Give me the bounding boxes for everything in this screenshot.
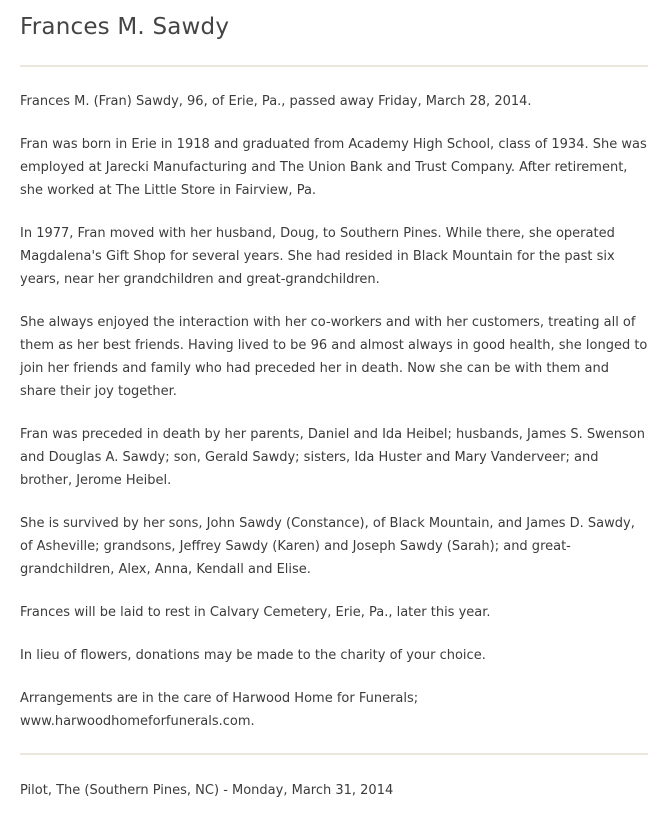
obituary-paragraph: She always enjoyed the interaction with her co-workers and with her customers, treating all of them as her best friends. Having lived to be 96 and almost always in good health, she longed to join her friends and family who had preceded her in death. Now she can be with them and share their joy together. bbox=[20, 315, 648, 399]
obituary-paragraph: She is survived by her sons, John Sawdy (Constance), of Black Mountain, and James D. Sawdy, of Asheville; grandsons, Jeffrey Sawdy (Karen) and Joseph Sawdy (Sarah); and great-grandchildren, Alex, Anna, Kendall and Elise. bbox=[20, 516, 635, 577]
article-body bbox=[20, 90, 648, 733]
obituary-paragraph: Arrangements are in the care of Harwood Home for Funerals; www.harwoodhomeforfunerals.com. bbox=[20, 691, 419, 729]
source-attribution: Pilot, The (Southern Pines, NC) - Monday, March 31, 2014 bbox=[20, 783, 394, 798]
obituary-paragraph: Fran was born in Erie in 1918 and graduated from Academy High School, class of 1934. She was employed at Jarecki Manufacturing and The Union Bank and Trust Company. After retirement, she worked at The Little Store in Fairview, Pa. bbox=[20, 137, 647, 198]
obituary-paragraph: In lieu of flowers, donations may be made to the charity of your choice. bbox=[20, 648, 486, 663]
bottom-divider bbox=[20, 753, 648, 755]
page-title: Frances M. Sawdy bbox=[20, 14, 230, 40]
obituary-paragraph: Frances M. (Fran) Sawdy, 96, of Erie, Pa., passed away Friday, March 28, 2014. bbox=[20, 94, 532, 109]
obituary-paragraph: Fran was preceded in death by her parents, Daniel and Ida Heibel; husbands, James S. Swenson and Douglas A. Sawdy; son, Gerald Sawdy; sisters, Ida Huster and Mary Vanderveer; and brother, Jerome Heibel. bbox=[20, 427, 645, 488]
obituary-paragraph: In 1977, Fran moved with her husband, Doug, to Southern Pines. While there, she operated Magdalena's Gift Shop for several years. She had resided in Black Mountain for the past six years, near her grandchildren and great-grandchildren. bbox=[20, 226, 615, 287]
obituary-paragraph: Frances will be laid to rest in Calvary Cemetery, Erie, Pa., later this year. bbox=[20, 605, 491, 620]
top-divider bbox=[20, 65, 648, 67]
